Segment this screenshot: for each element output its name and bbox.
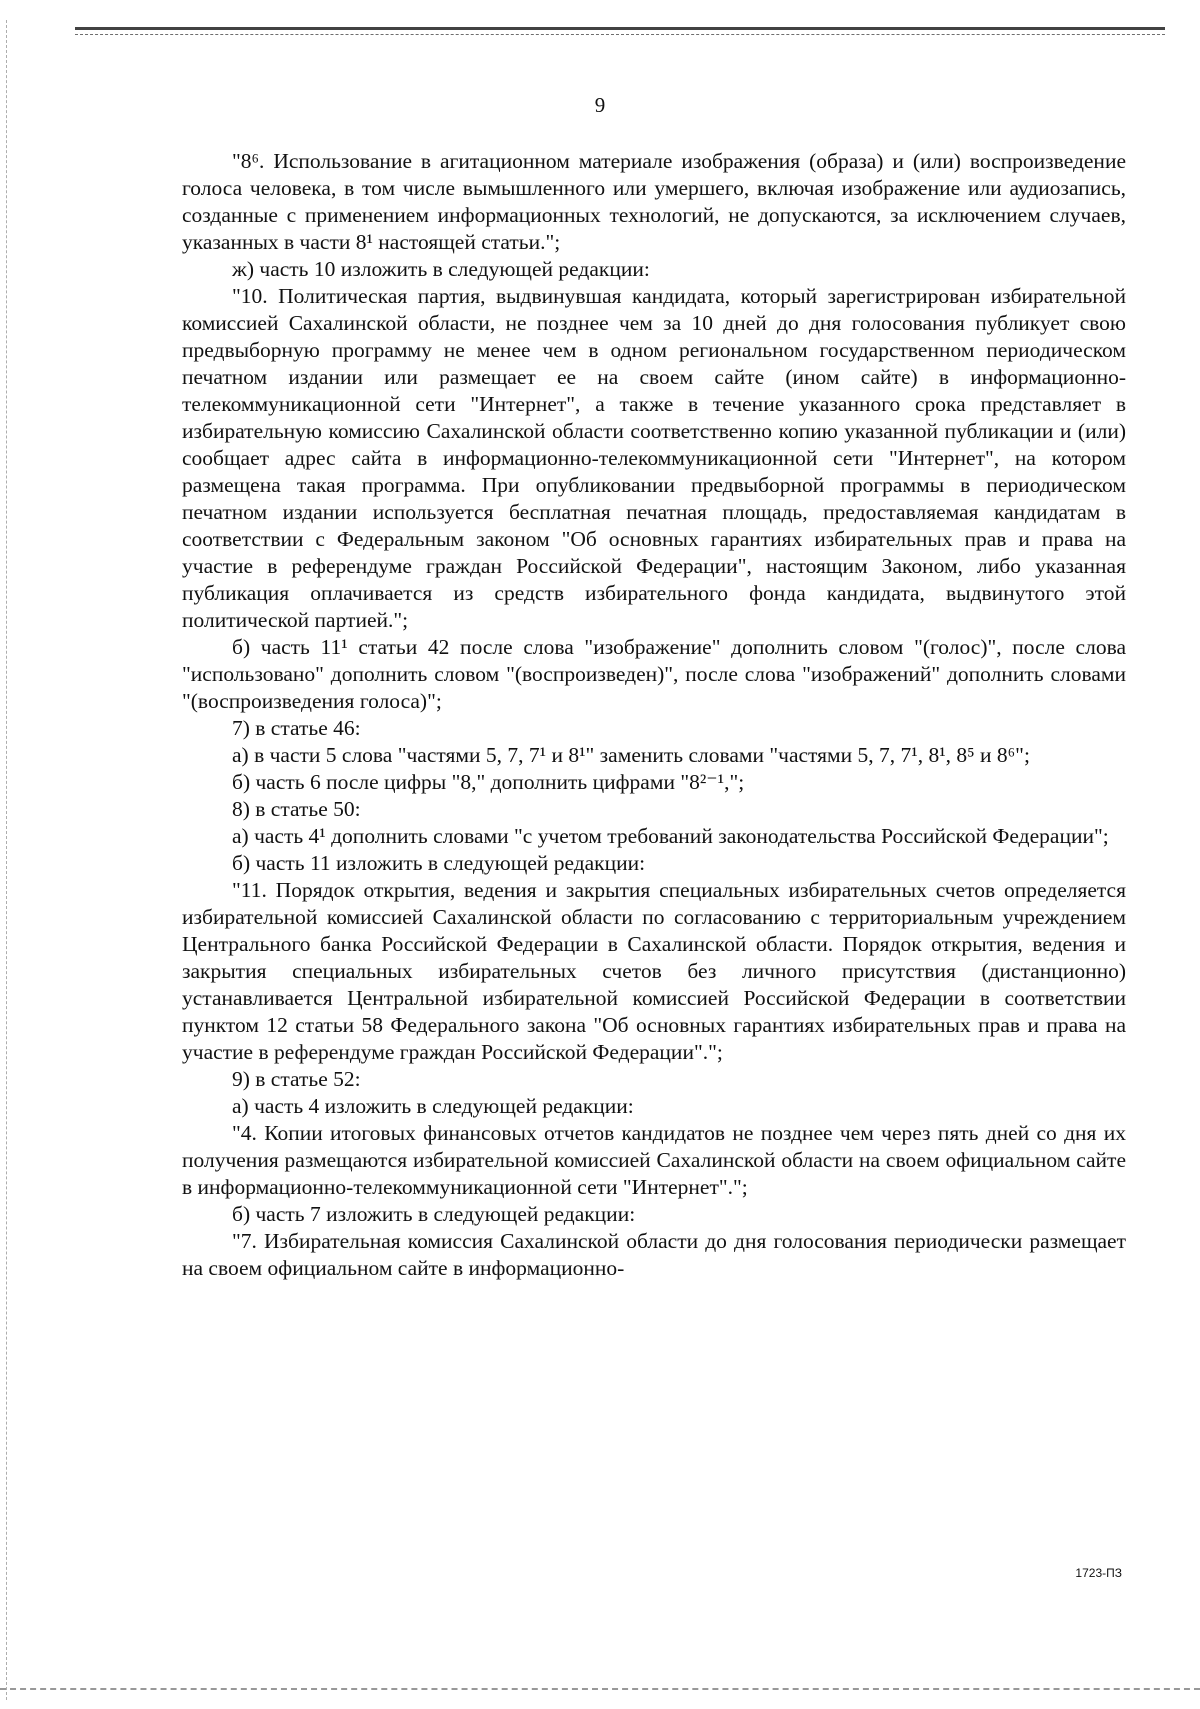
scan-artifact-left	[6, 20, 8, 1700]
paragraph: "11. Порядок открытия, ведения и закрытия специальных избирательных счетов определяется избирательной комиссией Сахалинской области по согласованию с территориальным учреждением Центрального банка Российской Федерации в Сахалинской области. Порядок открытия, ведения и закрытия специальных избирательных счетов без личного присутствия (дистанционно) устанавливается Центральной избирательной комиссией Российской Федерации в соответствии пунктом 12 статьи 58 Федерального закона "Об основных гарантиях избирательных прав и права на участие в референдуме граждан Российской Федерации".";	[182, 878, 1126, 1064]
document-code: 1723-ПЗ	[1075, 1566, 1122, 1580]
paragraph: 7) в статье 46:	[232, 716, 361, 740]
scan-artifact-bottom	[0, 1688, 1200, 1690]
paragraph: "4. Копии итоговых финансовых отчетов кандидатов не позднее чем через пять дней со дня их получения размещаются избирательной комиссией Сахалинской области на своем официальном сайте в информационно-телекоммуникационной сети "Интернет".";	[182, 1121, 1126, 1199]
paragraph: б) часть 6 после цифры "8," дополнить цифрами "8²⁻¹,";	[232, 770, 745, 794]
scan-artifact-top	[75, 27, 1165, 40]
page-number: 9	[594, 93, 606, 117]
paragraph: ж) часть 10 изложить в следующей редакции:	[232, 257, 650, 281]
paragraph: "7. Избирательная комиссия Сахалинской области до дня голосования периодически размещает на своем официальном сайте в информационно-	[182, 1229, 1126, 1280]
paragraph: б) часть 11 изложить в следующей редакции:	[232, 851, 646, 875]
paragraph: а) в части 5 слова "частями 5, 7, 7¹ и 8¹" заменить словами "частями 5, 7, 7¹, 8¹, 8⁵ и 8⁶";	[232, 743, 1030, 767]
paragraph: "10. Политическая партия, выдвинувшая кандидата, который зарегистрирован избирательной комиссией Сахалинской области, не позднее чем за 10 дней до дня голосования публикует свою предвыборную программу не менее чем в одном региональном государственном периодическом печатном издании или размещает ее на своем сайте (ином сайте) в информационно-телекоммуникационной сети "Интернет", а также в течение указанного срока представляет в избирательную комиссию Сахалинской области соответственно копию указанной публикации и (или) сообщает адрес сайта в информационно-телекоммуникационной сети "Интернет", на котором размещена такая программа. При опубликовании предвыборной программы в периодическом печатном издании используется бесплатная печатная площадь, предоставляемая кандидатам в соответствии с Федеральным законом "Об основных гарантиях избирательных прав и права на участие в референдуме граждан Российской Федерации", настоящим Законом, либо указанная публикация оплачивается из средств избирательного фонда кандидата, выдвинутого этой политической партией.";	[182, 284, 1126, 632]
paragraph: 9) в статье 52:	[232, 1067, 361, 1091]
document-body	[182, 148, 1126, 1282]
paragraph: б) часть 11¹ статьи 42 после слова "изображение" дополнить словом "(голос)", после слова "использовано" дополнить словом "(воспроизведен)", после слова "изображений" дополнить словами "(воспроизведения голоса)";	[182, 635, 1126, 713]
paragraph: б) часть 7 изложить в следующей редакции:	[232, 1202, 636, 1226]
paragraph: а) часть 4 изложить в следующей редакции:	[232, 1094, 634, 1118]
paragraph: а) часть 4¹ дополнить словами "с учетом требований законодательства Российской Федерации";	[232, 824, 1109, 848]
paragraph: 8) в статье 50:	[232, 797, 361, 821]
paragraph: "8⁶. Использование в агитационном материале изображения (образа) и (или) воспроизведение голоса человека, в том числе вымышленного или умершего, включая изображение или аудиозапись, созданные с применением информационных технологий, не допускаются, за исключением случаев, указанных в части 8¹ настоящей статьи.";	[182, 149, 1126, 254]
